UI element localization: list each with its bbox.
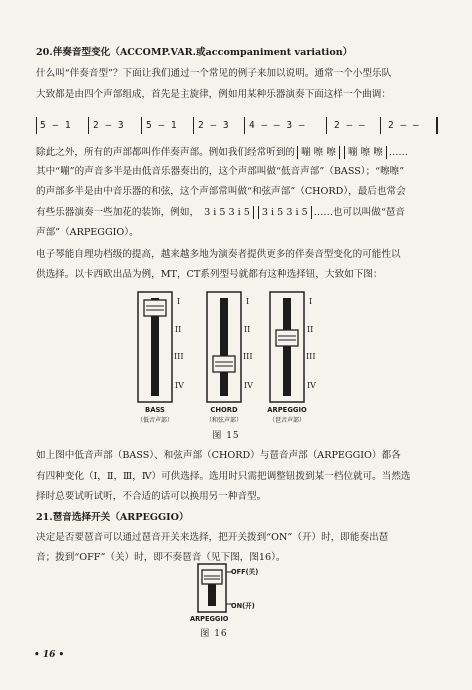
bar-line <box>141 117 142 134</box>
paragraph-4-line-2: 有四种变化（Ⅰ，Ⅱ，Ⅲ，Ⅳ）可供选择。选用时只需把调整钮拨到某一档位就可。当然选 <box>36 471 411 482</box>
rhythm-box-2: 嘣 嚓 嚓 <box>344 146 387 159</box>
switch-name-label: ARPEGGIO <box>190 615 229 623</box>
paragraph-1-line-2: 大致都是由四个声部组成，首先是主旋律，例如用某种乐器演奏下面这样一个曲调： <box>36 89 391 100</box>
paragraph-3-line-2: 供选择。以卡西欧出品为例，MT，CT系列型号就都有这种选择钮，大致如下图： <box>36 269 383 280</box>
bar-line <box>36 117 37 134</box>
p2-text: ……也可以叫做“琶音 <box>313 207 405 218</box>
slider-sub-arpeggio: （琶音声部） <box>268 417 305 424</box>
bar-line <box>244 117 245 134</box>
paragraph-4-line-1: 如上图中低音声部（BASS）、和弦声部（CHORD）与琶音声部（ARPEGGIO）都各 <box>36 450 401 461</box>
section-21-line-2: 音；拨到“OFF”（关）时，即不奏琶音（见下图，图16）。 <box>36 552 286 563</box>
section-21-heading: 21.琶音选择开关（ARPEGGIO） <box>36 512 189 523</box>
page-number: • 16 • <box>34 650 65 660</box>
rhythm-box-1: 嘣 嚓 嚓 <box>297 146 340 159</box>
notation-bar-1: 5 – 1 <box>40 120 72 131</box>
position-III: III <box>174 352 184 361</box>
paragraph-1-line-1: 什么叫“伴奏音型”？下面让我们通过一个常见的例子来加以说明。通常一个小型乐队 <box>36 68 392 79</box>
section-20-heading: 20.伴奏音型变化（ACCOMP.VAR.或accompaniment variation） <box>36 47 353 58</box>
paragraph-4-line-3: 择时总要试听试听，不合适的话可以换用另一种音型。 <box>36 491 267 502</box>
position-I: I <box>177 297 181 306</box>
bar-line <box>193 117 194 134</box>
switch-on-label: ON(开) <box>231 602 255 610</box>
position-II: II <box>175 325 182 334</box>
position-II: II <box>244 325 251 334</box>
section-21-line-1: 决定是否要琶音可以通过琶音开关来选择，把开关拨到“ON”（开）时，即能奏出琶 <box>36 532 389 543</box>
notation-bar-4: 2 – 3 <box>198 120 230 131</box>
paragraph-2-line-4 <box>36 206 444 220</box>
bar-line <box>88 117 89 134</box>
arpeggio-figure-2: 3 i 5 3 i 5 <box>258 206 312 219</box>
notation-bar-2: 2 – 3 <box>93 120 125 131</box>
position-IV: IV <box>175 381 184 390</box>
slider-sub-bass: （低音声部） <box>136 417 173 424</box>
paragraph-2-line-3: 的声部多半是由中音乐器的和弦，这个声部常叫做“和弦声部”（CHORD），最后也常会 <box>36 186 406 197</box>
slider-label-bass: BASS <box>145 406 165 414</box>
bar-line <box>326 117 327 134</box>
arpeggio-figure-1: 3 i 5 3 i 5 <box>201 206 254 219</box>
melody-notation <box>36 114 444 140</box>
bar-line <box>380 117 381 134</box>
notation-bar-6: 2 – – <box>334 120 366 131</box>
p2-text: 有些乐器演奏一些加花的装饰，例如， <box>36 207 200 218</box>
position-IV: IV <box>307 381 316 390</box>
p2-text: 除此之外，所有的声部都叫作伴奏声部。例如我们经常听到的 <box>36 147 296 158</box>
position-I: I <box>246 297 250 306</box>
paragraph-2-line-1 <box>36 146 444 160</box>
position-IV: IV <box>244 381 253 390</box>
slider-label-arpeggio: ARPEGGIO <box>267 406 307 414</box>
figure-15-caption: 图 15 <box>212 431 240 441</box>
position-II: II <box>307 325 314 334</box>
paragraph-3-line-1: 电子琴能自理功档级的提高，越来越多地为演奏者提供更多的伴奏音型变化的可能性以 <box>36 249 401 260</box>
position-I: I <box>309 297 313 306</box>
notation-bar-3: 5 – 1 <box>146 120 178 131</box>
notation-bar-5: 4 – – 3 – <box>249 120 305 131</box>
slider-label-chord: CHORD <box>210 406 238 414</box>
switch-off-label: OFF(关) <box>231 568 259 576</box>
paragraph-2-line-5: 声部”（ARPEGGIO）。 <box>36 227 139 238</box>
position-III: III <box>243 352 253 361</box>
paragraph-2-line-2: 其中“嘣”的声音多半是由低音乐器奏出的，这个声部叫做“低音声部”（BASS）；“嚓嚓” <box>36 166 405 177</box>
slider-sub-chord: （和弦声部） <box>205 417 242 424</box>
position-III: III <box>306 352 316 361</box>
figure-16-caption: 图 16 <box>200 629 228 639</box>
double-bar-line <box>436 117 438 134</box>
notation-bar-7: 2 – – <box>388 120 420 131</box>
p2-ellipsis: …… <box>388 147 408 158</box>
